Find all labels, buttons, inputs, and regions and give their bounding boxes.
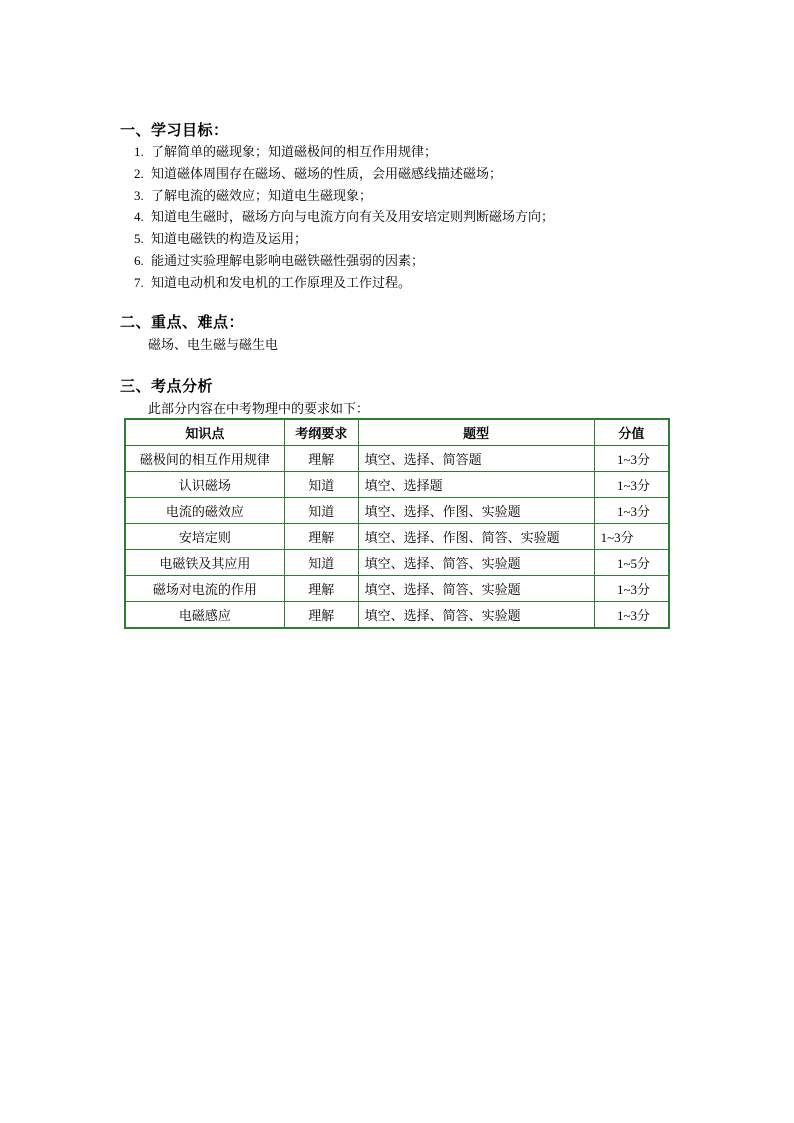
section-heading-learning-goals: 一、学习目标： — [120, 121, 229, 139]
cell-requirement: 知道 — [284, 472, 358, 498]
cell-requirement: 理解 — [284, 446, 358, 472]
list-number: 4. — [134, 209, 144, 225]
cell-knowledge-point: 认识磁场 — [125, 472, 284, 498]
table-row — [125, 498, 669, 524]
column-header-score: 分值 — [594, 419, 669, 446]
list-text: 知道电动机和发电机的工作原理及工作过程。 — [151, 275, 412, 291]
list-item — [134, 141, 554, 163]
cell-requirement: 知道 — [284, 550, 358, 576]
cell-knowledge-point: 电流的磁效应 — [125, 498, 284, 524]
list-item — [134, 185, 554, 207]
list-number: 2. — [134, 165, 144, 181]
cell-question-type: 填空、选择、简答题 — [358, 446, 594, 472]
list-text: 了解简单的磁现象；知道磁极间的相互作用规律； — [151, 145, 438, 160]
section-heading-exam-analysis: 三、考点分析 — [120, 377, 214, 395]
cell-knowledge-point: 磁极间的相互作用规律 — [125, 446, 284, 472]
cell-question-type: 填空、选择、简答、实验题 — [358, 576, 594, 602]
cell-question-type: 填空、选择题 — [358, 472, 594, 498]
list-item — [134, 206, 554, 228]
cell-question-type: 填空、选择、简答、实验题 — [358, 550, 594, 576]
list-text: 了解电流的磁效应；知道电生磁现象； — [151, 188, 373, 204]
table-row — [125, 550, 669, 576]
cell-knowledge-point: 安培定则 — [125, 524, 284, 550]
table-row — [125, 524, 669, 550]
cell-score: 1~5分 — [594, 550, 669, 576]
section-heading-key-points: 二、重点、难点： — [120, 313, 245, 331]
column-header-question-type: 题型 — [358, 419, 594, 446]
list-item — [134, 163, 554, 185]
exam-analysis-intro: 此部分内容在中考物理中的要求如下： — [148, 402, 370, 417]
cell-score: 1~3分 — [594, 576, 669, 602]
column-header-requirement: 考纲要求 — [284, 419, 358, 446]
list-item — [134, 228, 554, 250]
column-header-knowledge-point: 知识点 — [125, 419, 284, 446]
table-header-row — [125, 419, 669, 446]
cell-score: 1~3分 — [594, 498, 669, 524]
learning-goals-list — [134, 141, 554, 294]
list-text: 能通过实验理解电影响电磁铁磁性强弱的因素； — [151, 253, 425, 269]
cell-score: 1~3分 — [594, 472, 669, 498]
key-points-text: 磁场、电生磁与磁生电 — [148, 338, 279, 353]
cell-requirement: 知道 — [284, 498, 358, 524]
cell-question-type: 填空、选择、作图、简答、实验题 — [358, 524, 594, 550]
cell-knowledge-point: 电磁铁及其应用 — [125, 550, 284, 576]
list-text: 知道电生磁时，磁场方向与电流方向有关及用安培定则判断磁场方向； — [151, 210, 555, 226]
list-text: 知道电磁铁的构造及运用； — [151, 232, 308, 248]
list-number: 6. — [134, 252, 144, 268]
cell-question-type: 填空、选择、作图、实验题 — [358, 498, 594, 524]
cell-question-type: 填空、选择、简答、实验题 — [358, 602, 594, 629]
table-row — [125, 576, 669, 602]
list-item — [134, 272, 554, 294]
cell-score: 1~3分 — [594, 524, 669, 550]
list-number: 1. — [134, 144, 144, 159]
exam-points-table — [124, 418, 670, 629]
table-row — [125, 446, 669, 472]
list-item — [134, 250, 554, 272]
list-number: 5. — [134, 231, 144, 247]
cell-score: 1~3分 — [594, 602, 669, 629]
list-text: 知道磁体周围存在磁场、磁场的性质，会用磁感线描述磁场； — [151, 166, 503, 182]
table-row — [125, 602, 669, 629]
table-row — [125, 472, 669, 498]
list-number: 3. — [134, 187, 144, 203]
cell-requirement: 理解 — [284, 602, 358, 629]
cell-knowledge-point: 磁场对电流的作用 — [125, 576, 284, 602]
list-number: 7. — [134, 274, 144, 290]
cell-requirement: 理解 — [284, 576, 358, 602]
cell-knowledge-point: 电磁感应 — [125, 602, 284, 629]
cell-score: 1~3分 — [594, 446, 669, 472]
cell-requirement: 理解 — [284, 524, 358, 550]
